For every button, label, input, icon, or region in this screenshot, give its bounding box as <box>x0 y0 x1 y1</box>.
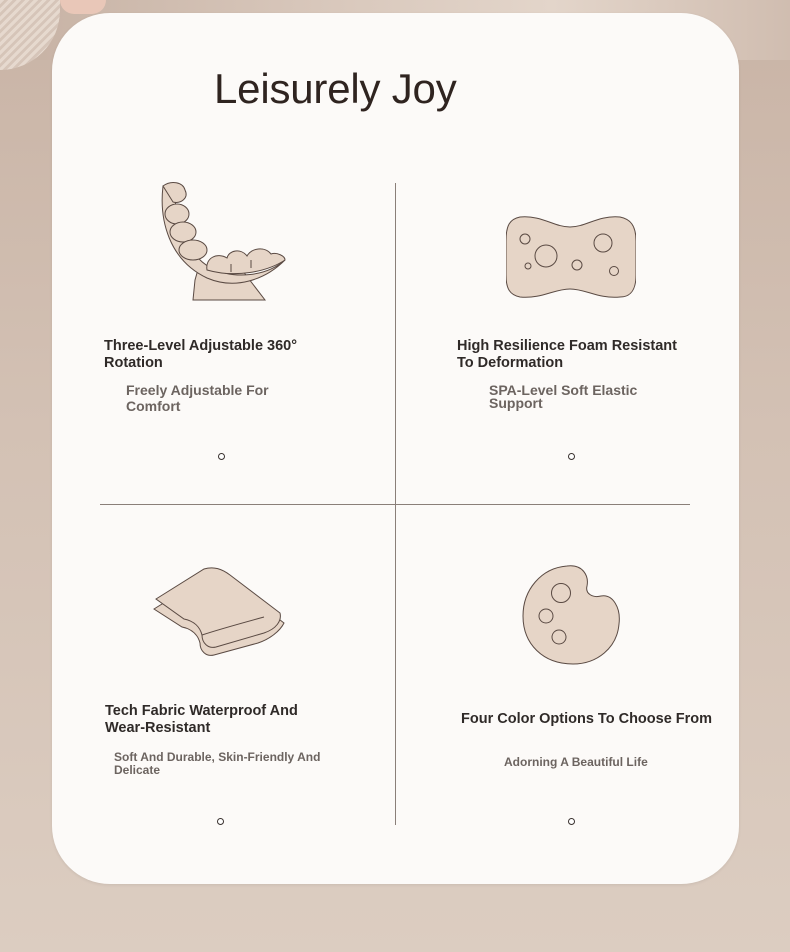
feature-heading-colors: Four Color Options To Choose From <box>461 711 713 727</box>
feature-heading-rotation: Three-Level Adjustable 360° Rotation <box>104 338 298 371</box>
indicator-dot <box>568 453 575 460</box>
feature-heading-fabric: Tech Fabric Waterproof And Wear-Resistant <box>105 703 298 736</box>
feature-heading-foam: High Resilience Foam Resistant To Deformation <box>457 338 677 371</box>
feature-card <box>52 13 739 884</box>
lounge-chair-icon <box>155 180 287 302</box>
folded-fabric-icon <box>152 567 288 657</box>
color-palette-icon <box>521 564 621 666</box>
indicator-dot <box>568 818 575 825</box>
page-title: Leisurely Joy <box>214 65 457 112</box>
feature-sub-colors: Adorning A Beautiful Life <box>504 755 648 769</box>
feature-sub-fabric: Soft And Durable, Skin-Friendly And Delicate <box>114 750 321 777</box>
indicator-dot <box>217 818 224 825</box>
background-foot <box>60 0 106 14</box>
feature-sub-foam: SPA-Level Soft Elastic Support <box>489 382 638 411</box>
horizontal-divider <box>100 504 690 505</box>
feature-sub-rotation: Freely Adjustable For Comfort <box>126 382 269 414</box>
indicator-dot <box>218 453 225 460</box>
foam-sponge-icon <box>506 215 636 299</box>
